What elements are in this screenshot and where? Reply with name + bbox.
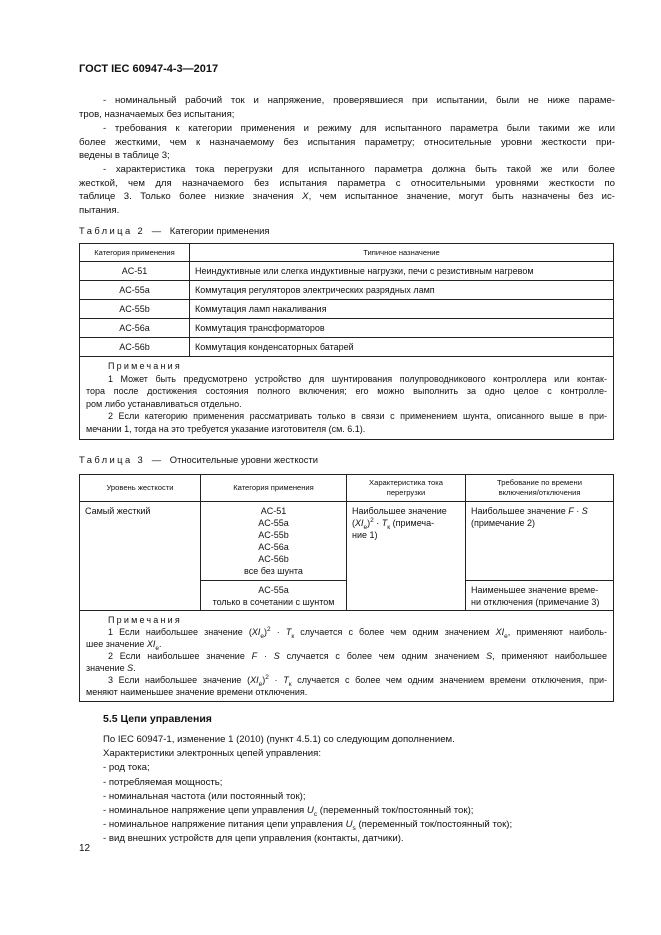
- text-line: - номинальный рабочий ток и напряжение, проверявшиеся при испытании, были не ниже параме-: [103, 95, 615, 106]
- category-cell: AC-55b: [80, 300, 190, 319]
- text-line: ведены в таблице 3;: [79, 150, 170, 162]
- column-header: Характеристика тока перегрузки: [347, 475, 466, 502]
- table-row: [80, 300, 614, 319]
- text-line: жесткой, чем для назначаемого без испытания параметра с относительными уровнями жесткости по: [79, 177, 615, 189]
- table-notes-row: [80, 357, 614, 440]
- text-line: По IEC 60947-1, изменение 1 (2010) (пункт 4.5.1) со следующим дополнением.: [103, 734, 455, 745]
- column-header: Типичное назначение: [190, 244, 614, 262]
- time-requirement-cell: Наибольшее значение F · S (примечание 2): [466, 502, 614, 581]
- section-heading: 5.5 Цепи управления: [103, 713, 212, 725]
- overload-characteristic-cell: Наибольшее значение $(XI_e)^2 \cdot T_к$ (примеча- ние 1): [347, 502, 466, 611]
- category-shunt-cell: AC-55a только в сочетании с шунтом: [201, 581, 347, 611]
- table-header-row: [80, 244, 614, 262]
- category-cell: AC-55a: [80, 281, 190, 300]
- note-line: меняют наименьшее значение времени отключения.: [86, 687, 308, 697]
- category-item: AC-56b: [258, 554, 289, 564]
- table-row: [80, 319, 614, 338]
- note-line: 3 Если наибольшее значение $(XI_e)^2 \cdot T_к$ случается с более чем одним значением времени отключения, при-: [108, 674, 607, 688]
- severity-level-cell: Самый жесткий: [80, 502, 201, 611]
- column-header: Требование по времени включения/отключения: [466, 475, 614, 502]
- paragraph-overload-characteristic: [79, 163, 615, 217]
- note-line: 2 Если наибольшее значение F · S случается с более чем одним значением S, применяют наибольшее: [108, 651, 607, 661]
- column-header: Категория применения: [80, 244, 190, 262]
- paragraph-rated-current: [79, 94, 615, 121]
- note-line: шее значение $XI_e$.: [86, 639, 162, 652]
- table-row: [80, 338, 614, 357]
- symbol-x: X: [302, 191, 309, 203]
- category-item: AC-55a: [258, 518, 289, 528]
- list-item: - номинальное напряжение питания цепи управления $U_s$ (переменный ток/постоянный ток);: [103, 819, 513, 833]
- purpose-cell: Коммутация трансформаторов: [190, 319, 614, 338]
- text-line: - характеристика тока перегрузки для испытанного параметра должна быть такой же или более: [103, 164, 615, 175]
- table3-caption-title: Относительные уровни жесткости: [169, 454, 318, 465]
- purpose-cell: Коммутация регуляторов электрических разрядных ламп: [190, 281, 614, 300]
- paragraph-category-requirements: [79, 122, 615, 163]
- list-item: - вид внешних устройств для цепи управления (контакты, датчики).: [103, 833, 404, 845]
- text-line: - требования к категории применения и режиму для испытанного параметра были такими же или: [103, 123, 615, 134]
- list-item: - потребляемая мощность;: [103, 776, 223, 788]
- table2-notes: [80, 357, 614, 440]
- category-cell: AC-56b: [80, 338, 190, 357]
- category-cell: AC-51: [80, 262, 190, 281]
- list-item: - род тока;: [103, 762, 150, 774]
- list-item: - номинальное напряжение цепи управления $U_c$ (переменный ток/постоянный ток);: [103, 805, 474, 818]
- column-header: Категория применения: [201, 475, 347, 502]
- note-line: значение S.: [86, 663, 136, 673]
- purpose-cell: Коммутация ламп накаливания: [190, 300, 614, 319]
- document-title: ГОСТ IEC 60947-4-3—2017: [79, 63, 219, 75]
- table3-caption: Таблица 3 — Относительные уровни жесткости: [79, 454, 318, 465]
- note-line: тора после достижения состояния полного включения; его можно выполнить за одно целое с контролле-: [86, 386, 607, 397]
- table-severity-levels: [79, 474, 614, 702]
- category-item: AC-56a: [258, 542, 289, 552]
- table2-caption-label: Таблица 2: [79, 225, 146, 236]
- table-row: [80, 281, 614, 300]
- note-line: мечании 1, тогда на это требуется указание изготовителя (см. 6.1).: [86, 423, 366, 434]
- time-requirement-cell: Наименьшее значение време- ни отключения (примечание 3): [466, 581, 614, 611]
- notes-heading: Примечания: [108, 361, 182, 371]
- note-line: 1 Может быть предусмотрено устройство для шунтирования полупроводникового контроллера или контак-: [108, 373, 607, 384]
- notes-heading: Примечания: [108, 615, 182, 625]
- note-line: 2 Если категорию применения рассматривать только в связи с применением шунта, описанного выше в при-: [108, 411, 607, 422]
- category-list-cell: [201, 502, 347, 581]
- category-cell: AC-56a: [80, 319, 190, 338]
- table-header-row: [80, 475, 614, 502]
- text-line: более жесткими, чем к назначаемому без испытания параметру; относительные уровни жесткости при-: [79, 136, 615, 148]
- table-notes-row: [80, 611, 614, 702]
- category-item: все без шунта: [244, 566, 303, 576]
- text-line: пытания.: [79, 204, 120, 216]
- purpose-cell: Неиндуктивные или слегка индуктивные нагрузки, печи с резистивным нагревом: [190, 262, 614, 281]
- table2-caption-title: Категории применения: [169, 225, 270, 236]
- table-row: [80, 262, 614, 281]
- table-row: [80, 502, 614, 581]
- page-number: 12: [79, 843, 91, 854]
- note-line: 1 Если наибольшее значение $(XI_e)^2 \cdot T_к$ случается с более чем одним значением $XI_e$, применяют наиболь-: [108, 626, 607, 640]
- list-item: - номинальная частота (или постоянный ток);: [103, 790, 306, 802]
- category-item: AC-51: [260, 506, 287, 516]
- text-line: тров, назначаемых без испытания;: [79, 108, 235, 120]
- column-header: Уровень жесткости: [80, 475, 201, 502]
- table-application-categories: [79, 243, 614, 440]
- note-line: ром либо устанавливаться отдельно.: [86, 398, 242, 409]
- category-item: AC-55b: [258, 530, 289, 540]
- text-line: Характеристики электронных цепей управления:: [103, 748, 322, 760]
- section-body: [103, 733, 512, 847]
- purpose-cell: Коммутация конденсаторных батарей: [190, 338, 614, 357]
- table2-caption: Таблица 2 — Категории применения: [79, 225, 270, 236]
- text-line: таблице 3. Только более низкие значения X, чем испытанное значение, могут быть назначены без ис-: [79, 191, 615, 203]
- table3-notes: [80, 611, 614, 702]
- table3-caption-label: Таблица 3: [79, 454, 146, 465]
